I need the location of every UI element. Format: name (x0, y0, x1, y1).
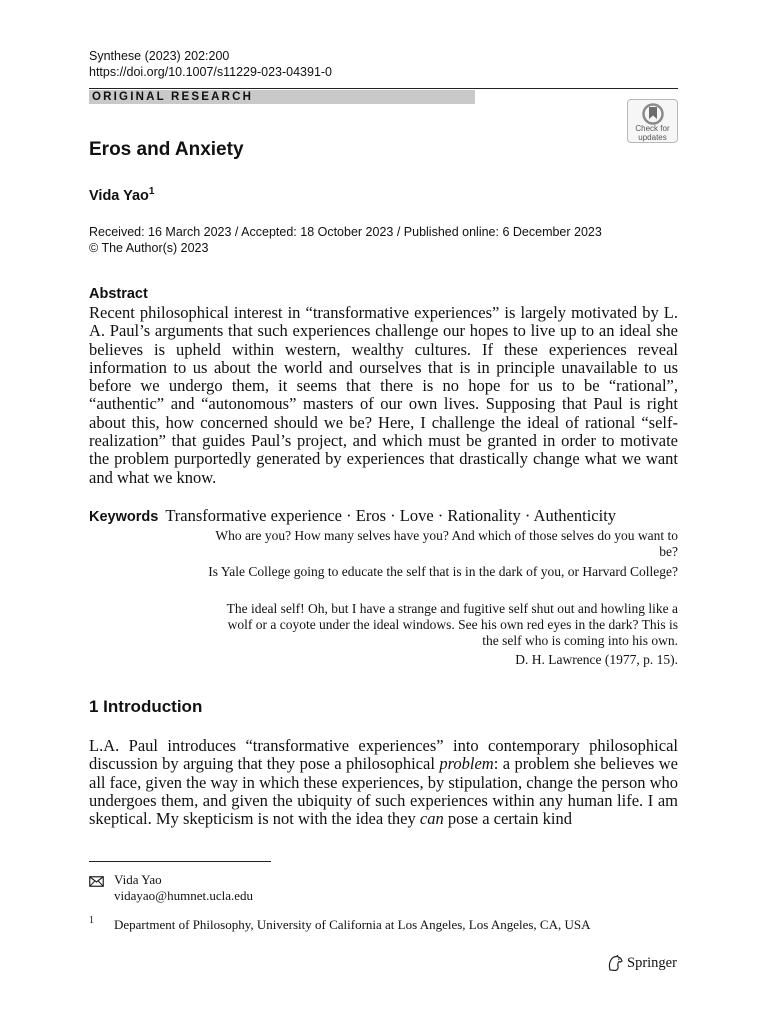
publisher-logo (606, 955, 677, 972)
affiliation-number: 1 (89, 915, 94, 926)
keywords-list: Transformative experience · Eros · Love · Rationality · Authenticity (165, 506, 617, 525)
check-for-updates-badge[interactable] (627, 99, 678, 143)
intro-text-3: pose a certain kind (443, 809, 572, 829)
section-heading-introduction: 1 Introduction (89, 697, 203, 716)
check-badge-line1: Check for (635, 124, 670, 133)
article-title: Eros and Anxiety (89, 139, 244, 160)
abstract-text: Recent philosophical interest in “transformative experiences” is largely motivated by L. A. Paul’s arguments that such experiences challenge our hopes to live up to an ideal she believes is upheld within western, wealthy cultures. If these experiences reveal information to us about the world and ourselves that is in principle unavailable to us before we undergo them, it seems that there is no hope for us to be “rational”, “authentic” and “autonomous” masters of our own lives. Supposing that Paul is right about this, how concerned should we be? Here, I challenge the ideal of rational “self-realization” that guides Paul’s project, and which must be granted in order to motivate the problem purportedly generated by experiences that drastically change what we want and what we know. (89, 303, 678, 487)
intro-text-2: : a problem she believes we all face, given the way in which these experiences, by stipulation, change the person who undergoes them, and given the ubiquity of such experiences within any human life. I am skeptical. My skepticism is not with the idea they (89, 754, 678, 829)
contact-email-link[interactable]: vidayao@humnet.ucla.edu (114, 888, 254, 903)
journal-citation: Synthese (2023) 202:200 (89, 49, 230, 63)
doi-link[interactable]: https://doi.org/10.1007/s11229-023-04391-0 (89, 65, 333, 79)
check-badge-line2: updates (638, 132, 667, 142)
intro-emphasis-can: can (419, 809, 444, 829)
copyright-line: © The Author(s) 2023 (89, 241, 209, 255)
introduction-paragraph (89, 737, 678, 828)
publisher-name: Springer (627, 955, 677, 971)
abstract-heading: Abstract (89, 286, 148, 302)
bookmark-ring-icon (642, 103, 664, 125)
author-name[interactable]: Vida Yao (89, 188, 149, 204)
epigraph-quote-3: The ideal self! Oh, but I have a strange and fugitive self shut out and howling like a wolf or a coyote under the ideal windows. See his own red eyes in the dark? This is the self who is coming into his own. (226, 601, 678, 648)
contact-author-name: Vida Yao (114, 872, 162, 887)
keywords-label: Keywords (89, 509, 159, 525)
springer-horse-icon (606, 955, 624, 972)
publication-dates (89, 224, 602, 256)
intro-emphasis-problem: problem (439, 754, 494, 774)
date-history: Received: 16 March 2023 / Accepted: 18 October 2023 / Published online: 6 December 2023 (89, 225, 602, 239)
epigraph-quote-1: Who are you? How many selves have you? And which of those selves do you want to be? (215, 528, 678, 559)
keywords-line (89, 507, 616, 526)
author-affil-mark: 1 (148, 186, 155, 197)
intro-text-1: L.A. Paul introduces “transformative experiences” into contemporary philosophical discussion by arguing that they pose a philosophical (89, 736, 678, 774)
affiliation-text: Department of Philosophy, University of California at Los Angeles, Los Angeles, CA, USA (114, 917, 591, 932)
envelope-icon (89, 876, 104, 887)
epigraph-source: D. H. Lawrence (1977, p. 15). (515, 652, 678, 667)
author-line (89, 186, 154, 204)
article-category: ORIGINAL RESEARCH (92, 91, 254, 103)
epigraph-quote-2: Is Yale College going to educate the self that is in the dark of you, or Harvard College? (208, 564, 678, 579)
footnote-rule (89, 861, 271, 862)
journal-header (89, 48, 332, 80)
